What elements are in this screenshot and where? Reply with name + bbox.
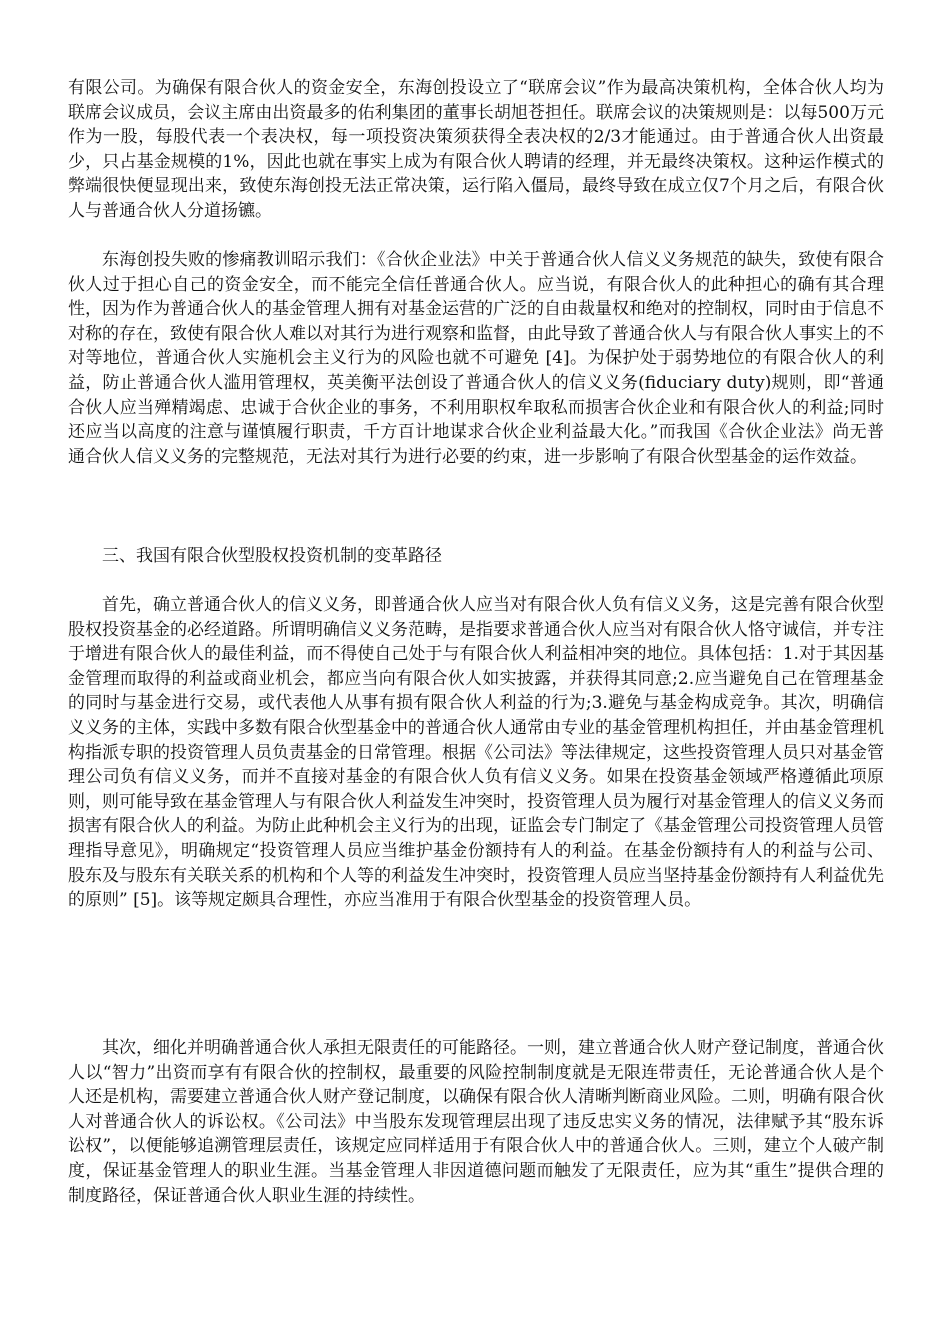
paragraph-3: 首先，确立普通合伙人的信义义务，即普通合伙人应当对有限合伙人负有信义义务，这是完善有限合伙型股权投资基金的必经道路。所谓明确信义义务范畴，是指要求普通合伙人应当对有限合伙人恪守诚信，并专注于增进有限合伙人的最佳利益，而不得使自己处于与有限合伙人利益相冲突的地位。具体包括：1.对于其因基金管理而取得的利益或商业机会，都应当向有限合伙人如实披露，并获得其同意;2.应当避免自己在管理基金的同时与基金进行交易，或代表他人从事有损有限合伙人利益的行为;3.避免与基金构成竞争。其次，明确信义义务的主体，实践中多数有限合伙型基金中的普通合伙人通常由专业的基金管理机构担任，并由基金管理机构指派专职的投资管理人员负责基金的日常管理。根据《公司法》等法律规定，这些投资管理人员只对基金管理公司负有信义义务，而并不直接对基金的有限合伙人负有信义义务。如果在投资基金领域严格遵循此项原则，则可能导致在基金管理人与有限合伙人利益发生冲突时，投资管理人员为履行对基金管理人的信义义务而损害有限合伙人的利益。为防止此种机会主义行为的出现，证监会专门制定了《基金管理公司投资管理人员管理指导意见》，明确规定“投资管理人员应当维护基金份额持有人的利益。在基金份额持有人的利益与公司、股东及与股东有关联关系的机构和个人等的利益发生冲突时，投资管理人员应当坚持基金份额持有人利益优先的原则” [5]。该等规定颇具合理性，亦应当准用于有限合伙型基金的投资管理人员。 <box>68 595 884 911</box>
paragraph-1: 有限公司。为确保有限合伙人的资金安全，东海创投设立了“联席会议”作为最高决策机构，全体合伙人均为联席会议成员，会议主席由出资最多的佑利集团的董事长胡旭苍担任。联席会议的决策规则是：以每500万元作为一股，每股代表一个表决权，每一项投资决策须获得全表决权的2/3才能通过。由于普通合伙人出资最少，只占基金规模的1%，因此也就在事实上成为有限合伙人聘请的经理，并无最终决策权。这种运作模式的弊端很快便显现出来，致使东海创投无法正常决策，运行陷入僵局，最终导致在成立仅7个月之后，有限合伙人与普通合伙人分道扬镳。 <box>68 78 884 221</box>
paragraph-2: 东海创投失败的惨痛教训昭示我们：《合伙企业法》中关于普通合伙人信义义务规范的缺失，致使有限合伙人过于担心自己的资金安全，而不能完全信任普通合伙人。应当说，有限合伙人的此种担心的确有其合理性，因为作为普通合伙人的基金管理人拥有对基金运营的广泛的自由裁量权和绝对的控制权，同时由于信息不对称的存在，致使有限合伙人难以对其行为进行观察和监督，由此导致了普通合伙人与有限合伙人事实上的不对等地位，普通合伙人实施机会主义行为的风险也就不可避免 [4]。为保护处于弱势地位的有限合伙人的利益，防止普通合伙人滥用管理权，英美衡平法创设了普通合伙人的信义义务(fiduciary duty)规则，即“普通合伙人应当殚精竭虑、忠诚于合伙企业的事务，不利用职权牟取私而损害合伙企业和有限合伙人的利益;同时还应当以高度的注意与谨慎履行职责，千方百计地谋求合伙企业利益最大化。”而我国《合伙企业法》尚无普通合伙人信义义务的完整规范，无法对其行为进行必要的约束，进一步影响了有限合伙型基金的运作效益。 <box>68 250 884 467</box>
section-heading: 三、我国有限合伙型股权投资机制的变革路径 <box>102 546 442 566</box>
paragraph-4: 其次，细化并明确普通合伙人承担无限责任的可能路径。一则，建立普通合伙人财产登记制度，普通合伙人以“智力”出资而享有有限合伙的控制权，最重要的风险控制制度就是无限连带责任，无论普通合伙人是个人还是机构，需要建立普通合伙人财产登记制度，以确保有限合伙人清晰判断商业风险。二则，明确有限合伙人对普通合伙人的诉讼权。《公司法》中当股东发现管理层出现了违反忠实义务的情况，法律赋予其“股东诉讼权”，以便能够追溯管理层责任，该规定应同样适用于有限合伙人中的普通合伙人。三则，建立个人破产制度，保证基金管理人的职业生涯。当基金管理人非因道德问题而触发了无限责任，应为其“重生”提供合理的制度路径，保证普通合伙人职业生涯的持续性。 <box>68 1038 884 1206</box>
